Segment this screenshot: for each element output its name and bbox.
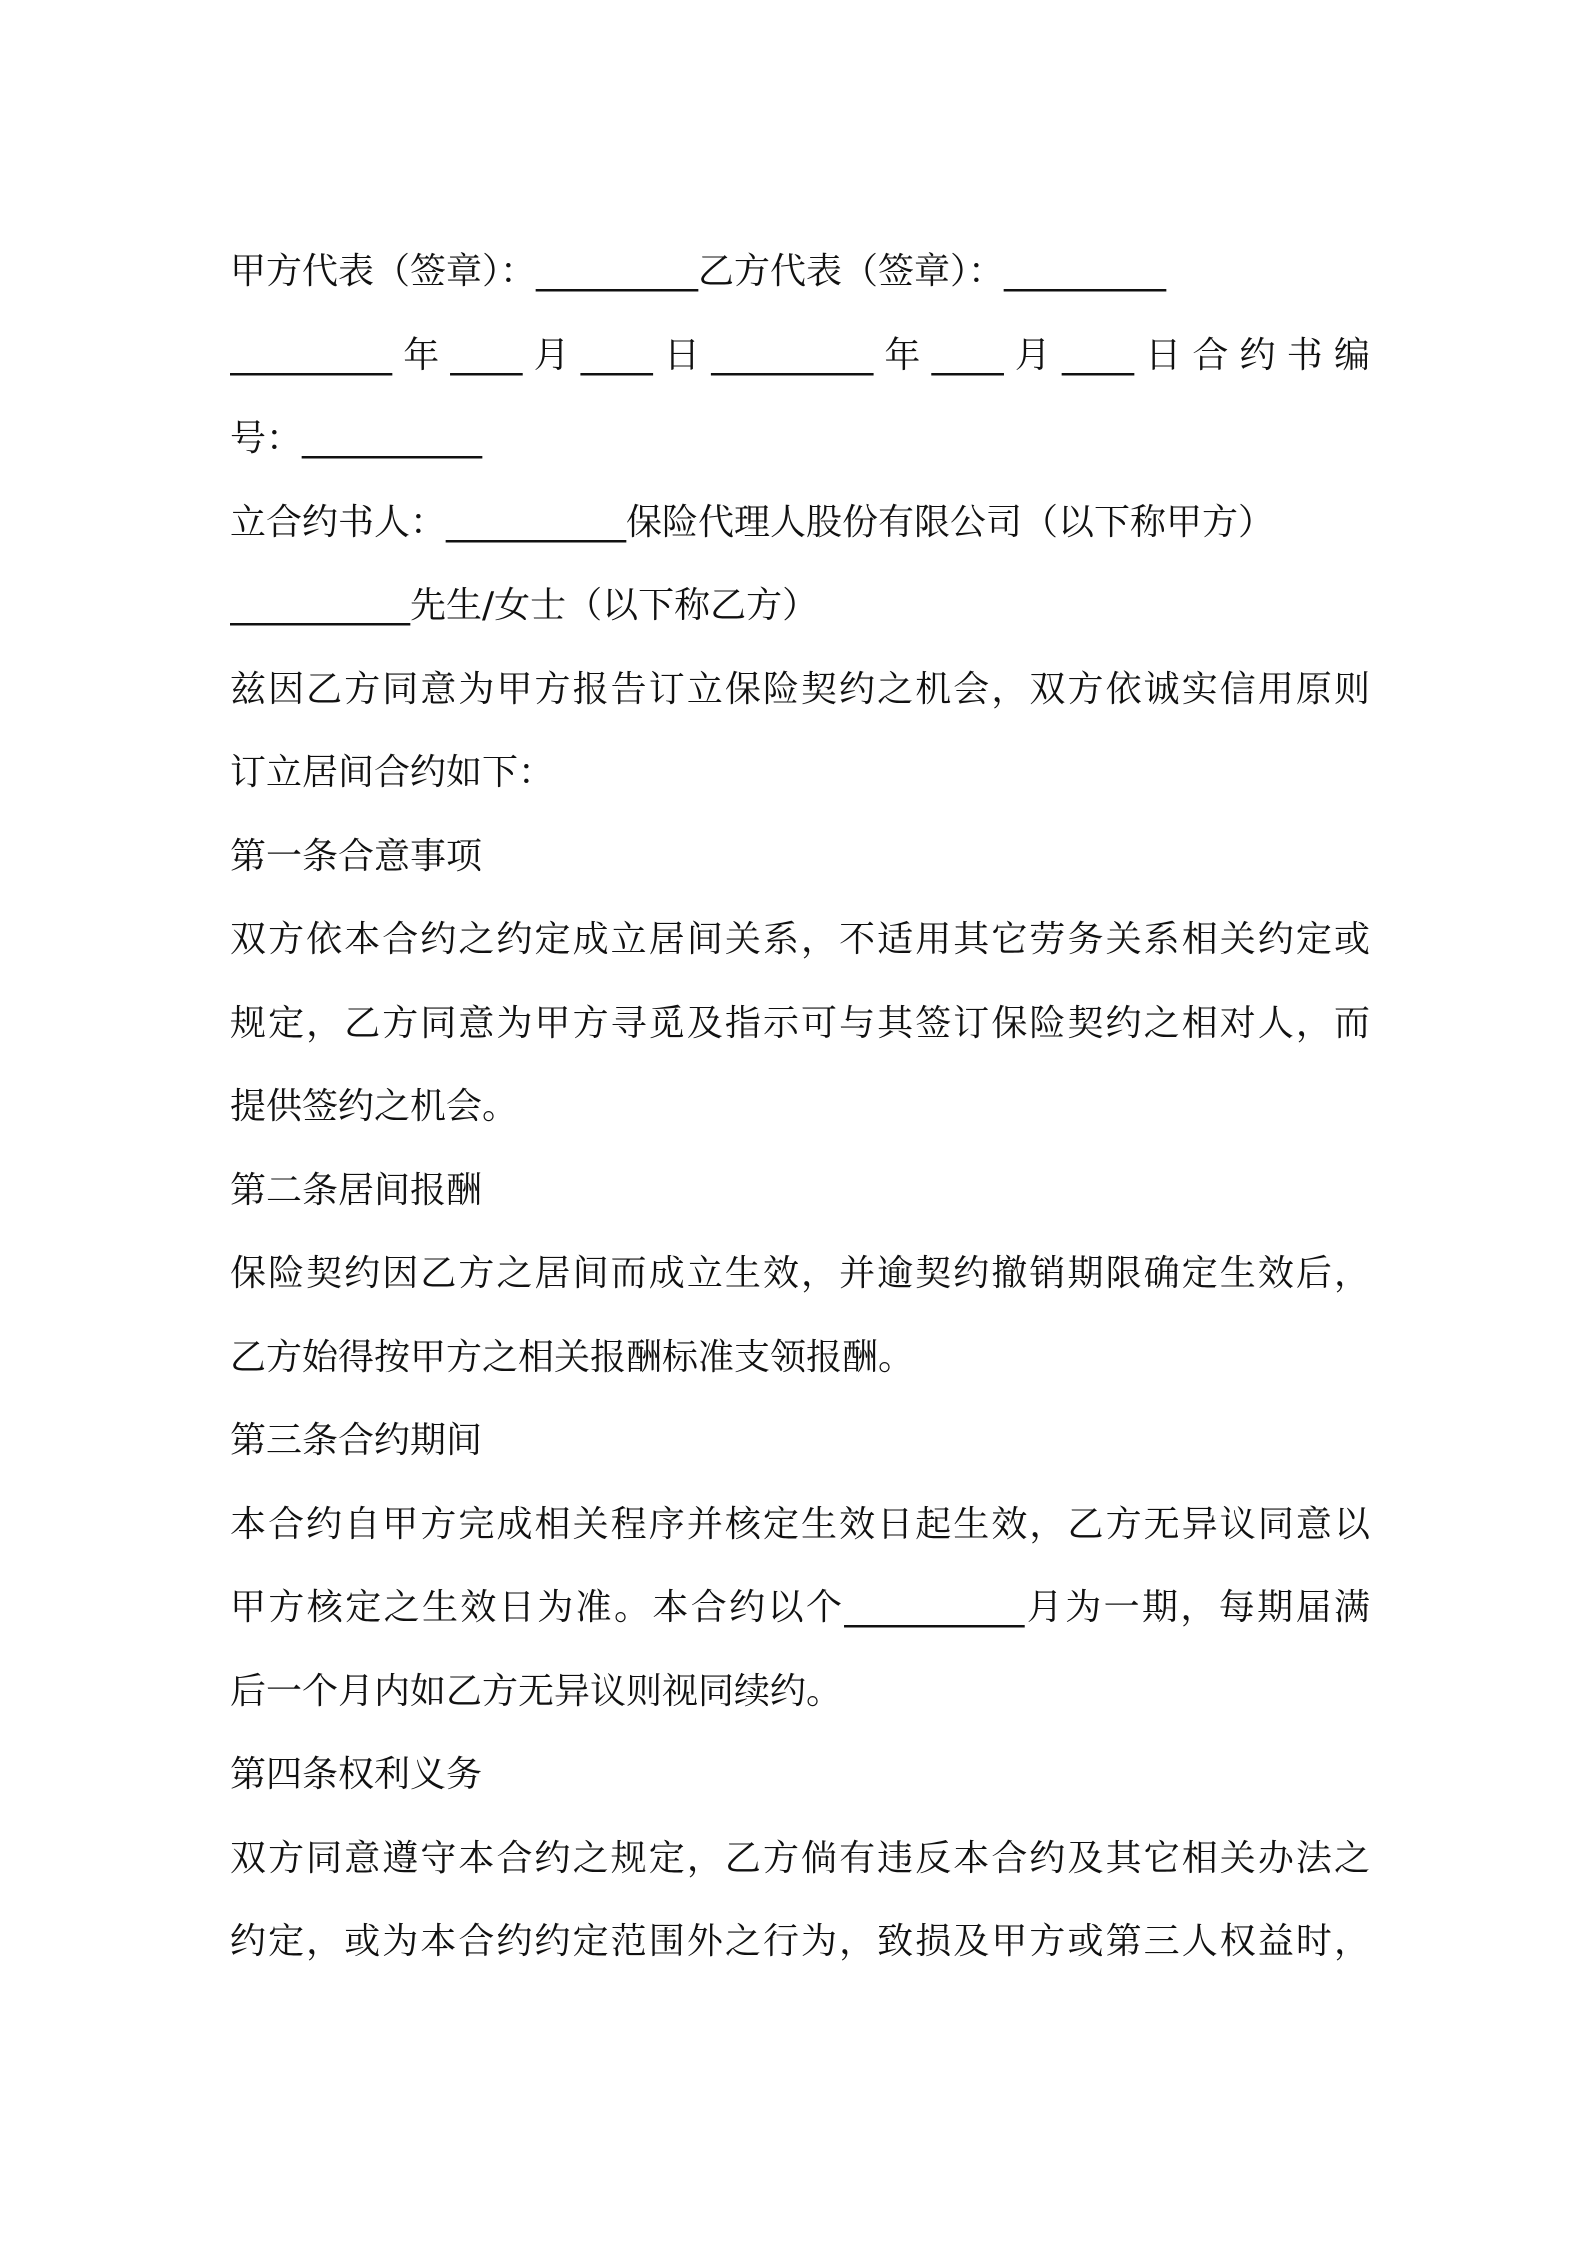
article-text-line: 提供签约之机会。: [230, 1086, 519, 1127]
preamble-line: 兹因乙方同意为甲方报告订立保险契约之机会，双方依诚实信用原则: [230, 668, 1370, 710]
article-heading: 第三条合约期间: [230, 1420, 483, 1461]
article-text-line: 约定，或为本合约约定范围外之行为，致损及甲方或第三人权益时，: [230, 1921, 1370, 1962]
article-text-line: 规定，乙方同意为甲方寻觅及指示可与其签订保险契约之相对人，而: [230, 1002, 1370, 1044]
document-body: [230, 230, 1370, 1984]
article-text-line: 保险契约因乙方之居间而成立生效，并逾契约撤销期限确定生效后，: [230, 1253, 1370, 1294]
preamble-line: 订立居间合约如下：: [230, 752, 555, 793]
article-heading: 第一条合意事项: [230, 835, 483, 877]
article-text-line: 双方依本合约之约定成立居间关系，不适用其它劳务关系相关约定或: [230, 919, 1370, 960]
party-a-line: 立合约书人：__________保险代理人股份有限公司（以下称甲方）: [230, 501, 1275, 543]
article-heading: 第四条权利义务: [230, 1754, 483, 1795]
article-text-line: 甲方核定之生效日为准。本合约以个__________月为一期，每期届满: [230, 1587, 1370, 1628]
contract-number-line: 号：__________: [230, 418, 483, 459]
article-text-line: 乙方始得按甲方之相关报酬标准支领报酬。: [230, 1336, 915, 1378]
article-heading: 第二条居间报酬: [230, 1169, 483, 1211]
party-b-line: __________先生/女士（以下称乙方）: [230, 585, 819, 626]
article-text-line: 双方同意遵守本合约之规定，乙方倘有违反本合约及其它相关办法之: [230, 1837, 1370, 1879]
date-line: _________年____月____日_________年____月____日合约书编: [230, 334, 1370, 376]
signature-line: 甲方代表（签章）：_________乙方代表（签章）：_________: [230, 251, 1167, 292]
article-text-line: 本合约自甲方完成相关程序并核定生效日起生效，乙方无异议同意以: [230, 1503, 1370, 1545]
article-text-line: 后一个月内如乙方无异议则视同续约。: [230, 1670, 843, 1712]
